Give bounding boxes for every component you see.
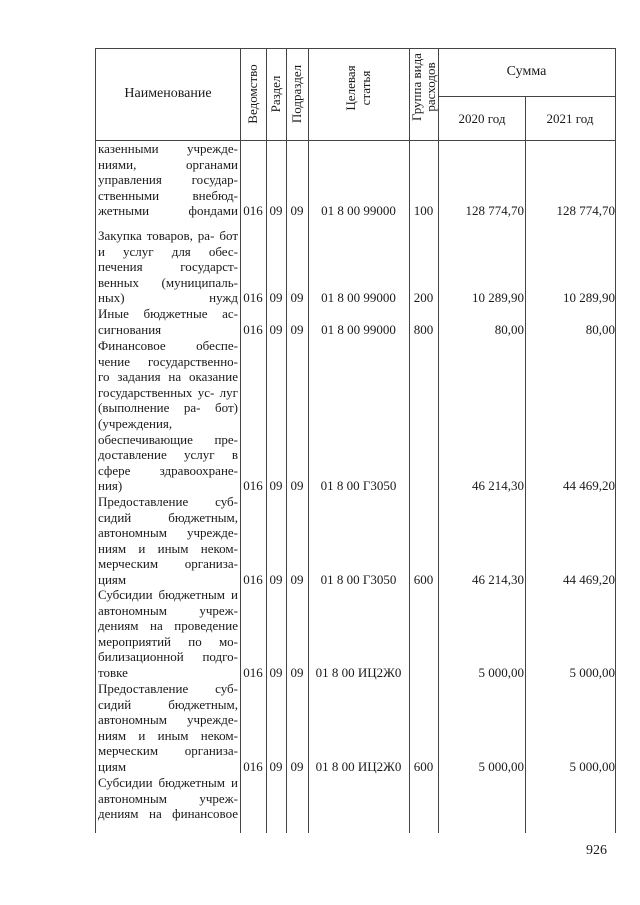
row-sum-2020: 128 774,70	[465, 203, 524, 219]
row-name: Финансовое обеспе- чение государственно- го задания на оказание государственных ус- луг (выполнение ра- бот) (учреждения, обеспечивающие пре- доставление услуг в сфере здравоохране- ния)	[98, 338, 238, 494]
row-sum-2020: 46 214,30	[472, 478, 524, 494]
row-sum-2021: 44 469,20	[563, 478, 615, 494]
row-celevaya: 01 8 00 ИЦ2Ж0	[315, 759, 402, 774]
row-celevaya: 01 8 00 99000	[321, 290, 396, 306]
row-razdel: 09	[269, 321, 283, 337]
row-sum-2020: 10 289,90	[472, 290, 524, 306]
row-razdel: 09	[269, 572, 283, 587]
col-border	[308, 48, 309, 833]
row-vedomstvo: 016	[243, 665, 263, 680]
page-number: 926	[586, 843, 607, 858]
header-year-2021: 2021 год	[546, 110, 594, 126]
row-podrazdel: 09	[290, 203, 304, 219]
col-border	[615, 48, 616, 833]
header-gruppa	[410, 47, 438, 127]
col-border	[286, 48, 287, 833]
row-vedomstvo: 016	[243, 759, 263, 774]
row-sum-2021: 44 469,20	[563, 572, 615, 587]
row-podrazdel: 09	[290, 759, 304, 774]
row-podrazdel: 09	[290, 665, 304, 680]
row-gruppa: 200	[413, 290, 434, 306]
row-celevaya: 01 8 00 ИЦ2Ж0	[315, 665, 402, 680]
row-sum-2020: 5 000,00	[478, 759, 524, 774]
row-sum-2021: 128 774,70	[556, 203, 615, 219]
row-sum-2020: 46 214,30	[472, 572, 524, 587]
row-celevaya: 01 8 00 99000	[321, 321, 396, 337]
row-podrazdel: 09	[290, 290, 304, 306]
col-border	[438, 48, 439, 833]
header-celevaya-text: Целевая статья	[343, 65, 373, 111]
row-razdel: 09	[269, 478, 283, 494]
row-podrazdel: 09	[290, 478, 304, 494]
header-podrazdel: Подраздел	[289, 64, 304, 124]
row-celevaya: 01 8 00 99000	[321, 203, 396, 219]
row-name: Субсидии бюджетным и автономным учреж- дениям на проведение мероприятий по мо- билизационной подго- товке	[98, 587, 238, 680]
col-border	[95, 48, 96, 833]
row-name: Предоставление суб- сидий бюджетным, автономным учрежде- ниям и иным неком- мерческим организа- циям	[98, 494, 238, 587]
row-name: казенными учрежде- ниями, органами управления государ- ственными внебюд- жетными фондами	[98, 141, 238, 219]
col-border	[266, 48, 267, 833]
row-podrazdel: 09	[290, 572, 304, 587]
row-sum-2021: 80,00	[585, 321, 615, 337]
row-razdel: 09	[269, 665, 283, 680]
header-celevaya	[343, 48, 373, 128]
row-celevaya: 01 8 00 Г3050	[320, 478, 397, 494]
row-gruppa: 600	[413, 572, 434, 587]
header-name: Наименование	[124, 86, 212, 101]
col-border	[409, 48, 410, 833]
row-gruppa: 600	[413, 759, 434, 774]
row-sum-2021: 5 000,00	[569, 665, 615, 680]
row-sum-2020: 80,00	[494, 321, 524, 337]
row-vedomstvo: 016	[243, 203, 263, 219]
row-vedomstvo: 016	[243, 290, 263, 306]
row-razdel: 09	[269, 759, 283, 774]
row-name: Предоставление суб- сидий бюджетным, автономным учрежде- ниям и иным неком- мерческим организа- циям	[98, 681, 238, 774]
header-summa: Сумма	[506, 64, 547, 79]
row-gruppa: 100	[413, 203, 434, 219]
row-sum-2021: 5 000,00	[569, 759, 615, 774]
row-celevaya: 01 8 00 Г3050	[320, 572, 397, 587]
row-vedomstvo: 016	[243, 478, 263, 494]
header-vedomstvo: Ведомство	[245, 64, 260, 124]
row-name: Закупка товаров, ра- бот и услуг для обес- печения государст- венных (муниципаль- ных) нужд	[98, 228, 238, 306]
row-sum-2021: 10 289,90	[563, 290, 615, 306]
row-name: Субсидии бюджетным и автономным учреж- дениям на финансовое	[98, 775, 238, 822]
row-razdel: 09	[269, 203, 283, 219]
header-year-2020: 2020 год	[458, 110, 506, 126]
row-vedomstvo: 016	[243, 321, 263, 337]
row-sum-2020: 5 000,00	[478, 665, 524, 680]
header-razdel: Раздел	[268, 75, 283, 113]
header-gruppa-text: Группа вида расходов	[409, 53, 438, 121]
row-gruppa: 800	[413, 321, 434, 337]
row-name: Иные бюджетные ас- сигнования	[98, 306, 238, 337]
col-border	[240, 48, 241, 833]
row-vedomstvo: 016	[243, 572, 263, 587]
row-razdel: 09	[269, 290, 283, 306]
row-podrazdel: 09	[290, 321, 304, 337]
